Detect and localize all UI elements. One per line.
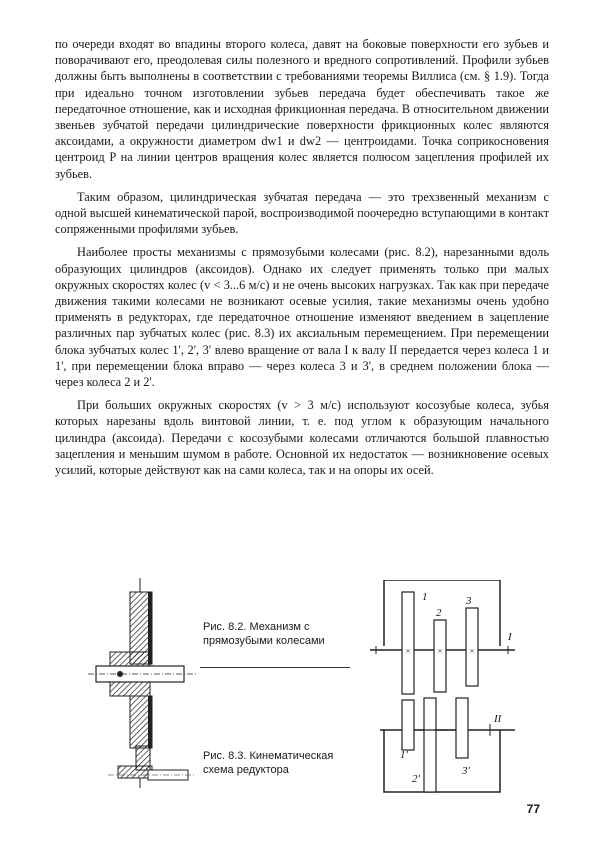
figure-8-3-gearbox-scheme <box>370 580 520 795</box>
label-shaft-1: I <box>508 631 512 643</box>
page-number: 77 <box>526 802 540 816</box>
label-wheel-2-prime: 2' <box>412 773 420 785</box>
label-shaft-2: II <box>494 713 502 725</box>
paragraph: по очереди входят во впадины второго колеса, давят на боковые поверхности его зубьев и поворачивают его, преодолевая силы полезного и вредного сопротивлений. Профили зубьев должны быть выполнены в соответствии с требованиями теоремы Виллиса (см. § 1.9). Тогда при идеально точном изготовлении зубьев передача будет обеспечивать такое же передаточное отношение, как и исходная фрикционная передача. В относительном движении звеньев зубчатой передачи цилиндрические поверхности фрикционных колес являются аксоидами, а окружности диаметром dw1 и dw2 — центроидами. Точка соприкосновения центроид P на линии центров вращения колес является полюсом зацепления профилей их зубьев. <box>55 37 549 181</box>
label-wheel-1: 1 <box>422 591 428 603</box>
figure-8-3-caption: Рис. 8.3. Кинематическая схема редуктора <box>203 750 334 776</box>
label-wheel-3-prime: 3' <box>462 765 470 777</box>
svg-text:×: × <box>405 646 411 656</box>
label-wheel-2: 2 <box>436 607 442 619</box>
svg-text:×: × <box>437 646 443 656</box>
paragraph: При больших окружных скоростях (v > 3 м/с) используют косозубые колеса, зубья которых нарезаны вдоль винтовой линии, т. е. под углом к образующим начального цилиндра (аксоида). Передачи с косозубыми колесами отличаются большой плавностью зацепления и меньшим шумом в работе. Основной их недостаток — возникновение осевых усилий, которые действуют как на сами колеса, так и на опоры их осей. <box>55 398 549 478</box>
paragraph: Таким образом, цилиндрическая зубчатая передача — это трехзвенный механизм с одной высшей кинематической парой, воспроизводимой поочередно вступающими в контакт сопряженными профилями зубьев. <box>55 189 549 237</box>
label-wheel-1-prime: 1' <box>400 749 408 761</box>
caption-divider <box>200 667 350 668</box>
label-wheel-3: 3 <box>466 595 472 607</box>
svg-text:×: × <box>469 646 475 656</box>
figure-8-2-spur-gears <box>88 578 198 788</box>
body-text <box>55 36 549 485</box>
paragraph: Наиболее просты механизмы с прямозубыми колесами (рис. 8.2), нарезанными вдоль образующих цилиндров (аксоидов). Однако их следует применять только при малых окружных скоростях колес (v < 3...6 м/с) и не очень высоких нагрузках. Так как при передаче движения такими колесами не возникают осевые усилия, такие механизмы очень удобно применять в редукторах, где передаточное отношение изменяют введением в зацепление различных пар зубчатых колес (рис. 8.3) их аксиальным перемещением. При перемещении блока зубчатых колес 1', 2', 3' влево вращение от вала I к валу II передается через колеса 1 и 1', при перемещении блока вправо — через колеса 3 и 3', в среднем положении блока — через колеса 2 и 2'. <box>55 245 549 390</box>
figure-8-2-caption: Рис. 8.2. Механизм с прямозубыми колесами <box>203 621 325 647</box>
